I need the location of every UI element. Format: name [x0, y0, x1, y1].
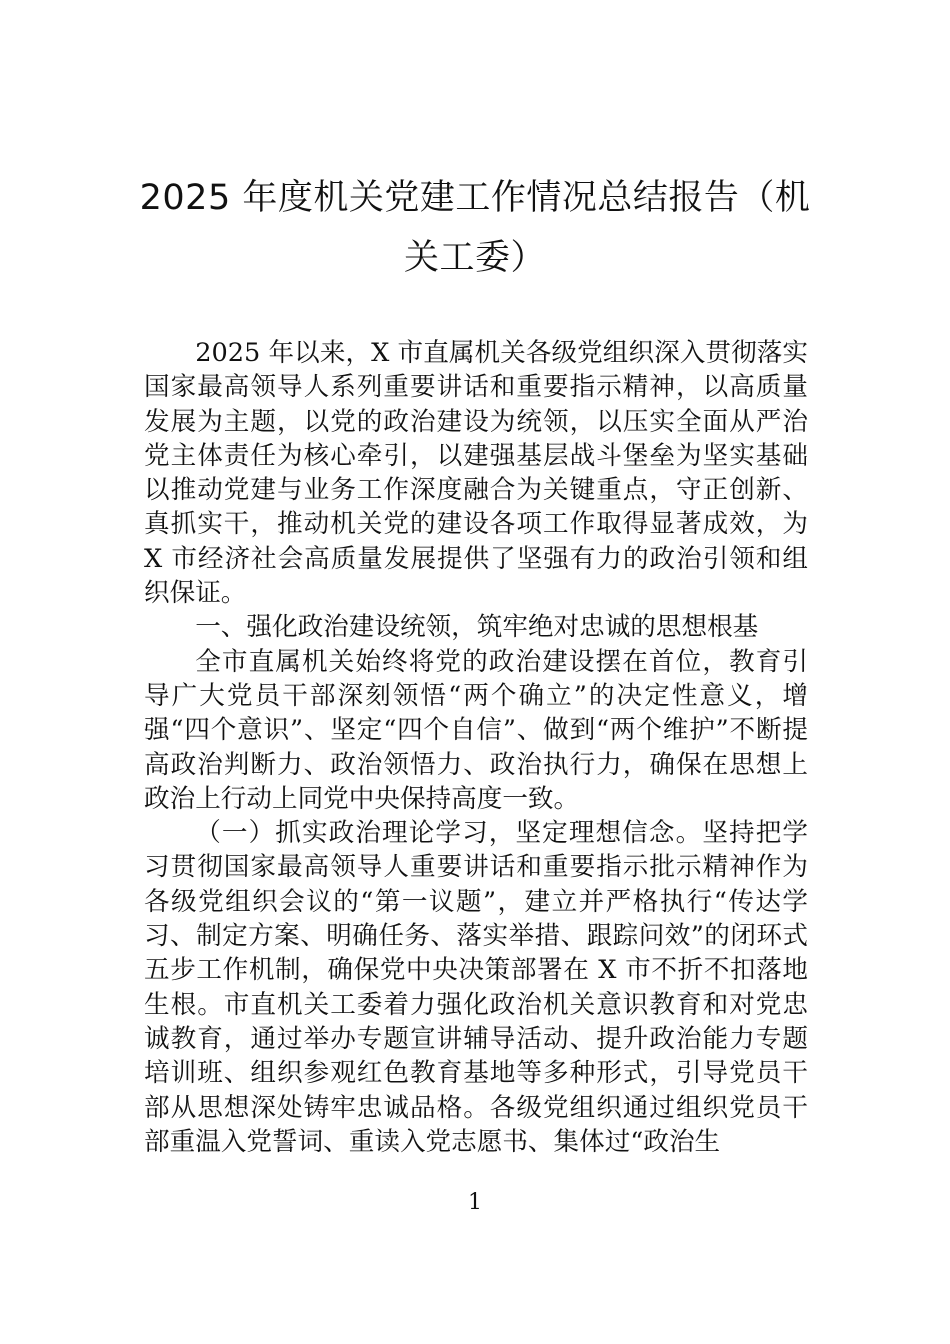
page-number: 1 — [468, 1190, 482, 1215]
document-title — [130, 168, 820, 288]
title-line-2: 关工委） — [403, 238, 546, 278]
intro-paragraph: 2025 年以来，X 市直属机关各级党组织深入贯彻落实国家最高领导人系列重要讲话和重要指示精神，以高质量发展为主题，以党的政治建设为统领，以压实全面从严治党主体责任为核心牵引，以建强基层战斗堡垒为坚实基础以推动党建与业务工作深度融合为关键重点，守正创新、真抓实干，推动机关党的建设各项工作取得显著成效，为 X 市经济社会高质量发展提供了坚强有力的政治引领和组织保证。 — [144, 338, 808, 609]
section-heading-1: 一、强化政治建设统领，筑牢绝对忠诚的思想根基 — [195, 612, 759, 643]
title-line-1: 2025 年度机关党建工作情况总结报告（机 — [139, 178, 811, 218]
document-body — [144, 336, 808, 1159]
subsection-1-paragraph: （一）抓实政治理论学习，坚定理想信念。坚持把学习贯彻国家最高领导人重要讲话和重要指示批示精神作为各级党组织会议的“第一议题”，建立并严格执行“传达学习、制定方案、明确任务、落实举措、跟踪问效”的闭环式五步工作机制，确保党中央决策部署在 X 市不折不扣落地生根。市直机关工委着力强化政治机关意识教育和对党忠诚教育，通过举办专题宣讲辅导活动、提升政治能力专题培训班、组织参观红色教育基地等多种形式，引导党员干部从思想深处铸牢忠诚品格。各级党组织通过组织党员干部重温入党誓词、重读入党志愿书、集体过“政治生 — [144, 818, 808, 1157]
section-1-paragraph: 全市直属机关始终将党的政治建设摆在首位，教育引导广大党员干部深刻领悟“两个确立”的决定性意义，增强“四个意识”、坚定“四个自信”、做到“两个维护”不断提高政治判断力、政治领悟力、政治执行力，确保在思想上政治上行动上同党中央保持高度一致。 — [144, 646, 808, 814]
